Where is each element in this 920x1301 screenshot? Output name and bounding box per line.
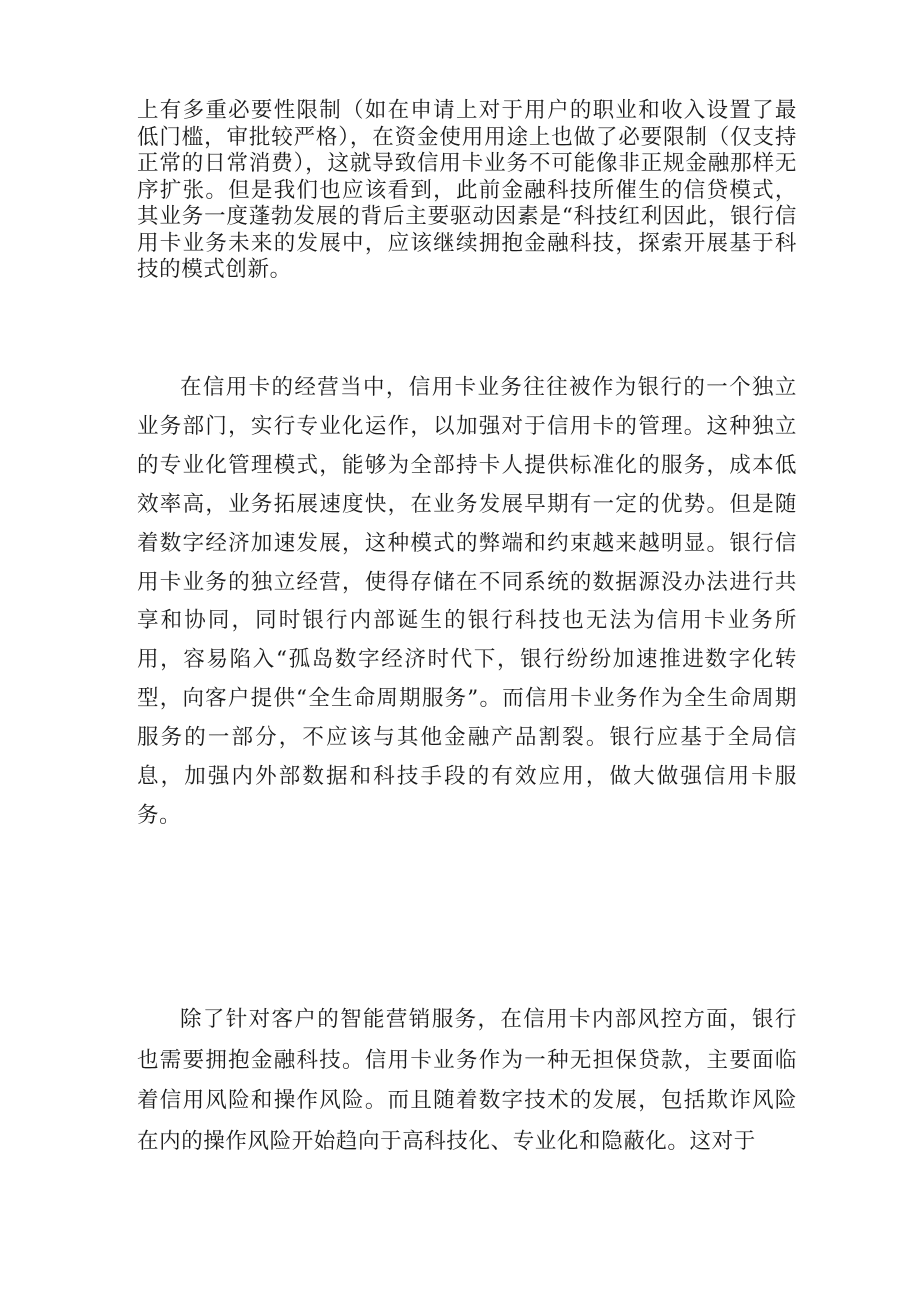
paragraph-1: 上有多重必要性限制（如在申请上对于用户的职业和收入设置了最低门槛，审批较严格），在资金使用用途上也做了必要限制（仅支持正常的日常消费），这就导致信用卡业务不可能像非正规金融那样无序扩张。但是我们也应该看到，此前金融科技所催生的信贷模式，其业务一度蓬勃发展的背后主要驱动因素是“科技红利因此，银行信用卡业务未来的发展中，应该继续拥抱金融科技，探索开展基于科技的模式创新。 <box>137 98 797 282</box>
paragraph-3: 除了针对客户的智能营销服务，在信用卡内部风控方面，银行也需要拥抱金融科技。信用卡业务作为一种无担保贷款，主要面临着信用风险和操作风险。而且随着数字技术的发展，包括欺诈风险在内的操作风险开始趋向于高科技化、专业化和隐蔽化。这对于 <box>137 1007 797 1154</box>
paragraph-2: 在信用卡的经营当中，信用卡业务往往被作为银行的一个独立业务部门，实行专业化运作，以加强对于信用卡的管理。这种独立的专业化管理模式，能够为全部持卡人提供标准化的服务，成本低效率高，业务拓展速度快，在业务发展早期有一定的优势。但是随着数字经济加速发展，这种模式的弊端和约束越来越明显。银行信用卡业务的独立经营，使得存储在不同系统的数据源没办法进行共享和协同，同时银行内部诞生的银行科技也无法为信用卡业务所用，容易陷入“孤岛数字经济时代下，银行纷纷加速推进数字化转型，向客户提供“全生命周期服务”。而信用卡业务作为全生命周期服务的一部分，不应该与其他金融产品割裂。银行应基于全局信息，加强内外部数据和科技手段的有效应用，做大做强信用卡服务。 <box>137 375 797 828</box>
